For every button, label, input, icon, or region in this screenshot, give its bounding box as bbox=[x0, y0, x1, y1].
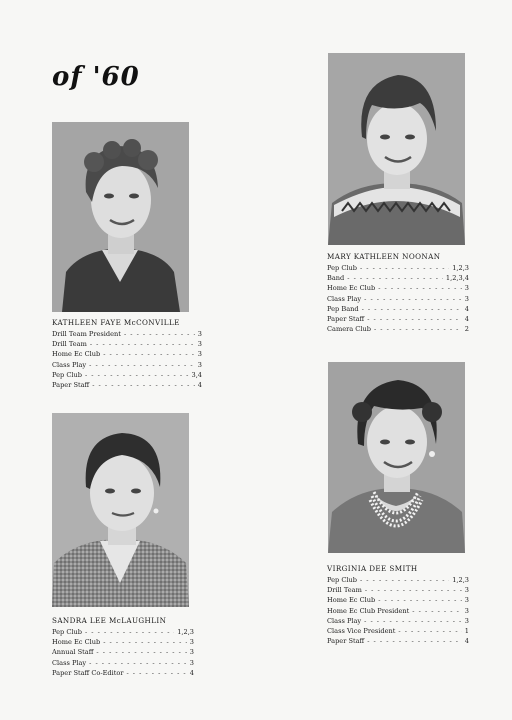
student-name: SANDRA LEE McLAUGHLIN bbox=[52, 616, 167, 625]
student-name: VIRGINIA DEE SMITH bbox=[327, 564, 418, 573]
activity-years: 4 bbox=[189, 668, 194, 677]
activity-label: Pep Club bbox=[52, 628, 82, 636]
activity-row bbox=[52, 637, 194, 647]
activity-label: Drill Team bbox=[327, 586, 362, 595]
activity-row bbox=[327, 616, 469, 626]
activity-row bbox=[52, 329, 202, 339]
activity-row bbox=[52, 658, 194, 668]
activity-label: Home Ec Club bbox=[52, 638, 101, 647]
activity-years: 3 bbox=[464, 616, 469, 625]
activity-label: Paper Staff bbox=[327, 637, 365, 646]
portrait-photo-mary-noonan bbox=[328, 53, 465, 245]
activity-years: 3 bbox=[464, 596, 469, 605]
activity-row bbox=[327, 626, 469, 636]
activity-years: 3 bbox=[197, 330, 202, 338]
activity-row bbox=[52, 349, 202, 359]
activity-row bbox=[52, 339, 202, 349]
activity-row bbox=[327, 575, 469, 585]
activity-years: 3 bbox=[197, 350, 202, 359]
activity-label: Pep Club bbox=[52, 370, 82, 379]
activity-label: Class Vice President bbox=[327, 627, 396, 636]
activity-label: Pep Band bbox=[327, 304, 359, 313]
activity-label: Paper Staff bbox=[52, 381, 90, 390]
portrait-photo-virginia-smith bbox=[328, 362, 465, 553]
activity-row bbox=[327, 585, 469, 595]
activity-years: 1,2,3 bbox=[177, 628, 194, 636]
activity-label: Band bbox=[327, 274, 345, 283]
activity-years: 2 bbox=[464, 325, 469, 334]
activity-years: 1,2,3 bbox=[452, 576, 469, 584]
activity-row bbox=[52, 360, 202, 370]
activity-label: Pep Club bbox=[327, 264, 357, 272]
activity-label: Class Play bbox=[327, 294, 362, 303]
student-entry-kathleen-mcconville bbox=[52, 318, 202, 390]
activity-label: Annual Staff bbox=[52, 648, 94, 657]
activity-row bbox=[52, 370, 202, 380]
activity-years: 1 bbox=[464, 627, 469, 636]
activity-label: Paper Staff Co-Editor bbox=[52, 668, 124, 677]
activity-row bbox=[327, 283, 469, 293]
activity-label: Home Ec Club President bbox=[327, 606, 410, 615]
activity-row bbox=[327, 636, 469, 646]
activity-row bbox=[327, 595, 469, 605]
activity-label: Pep Club bbox=[327, 576, 357, 584]
activity-label: Home Ec Club bbox=[327, 284, 376, 293]
activity-years: 4 bbox=[197, 381, 202, 390]
activity-row bbox=[327, 314, 469, 324]
activity-row bbox=[327, 304, 469, 314]
activity-label: Class Play bbox=[52, 658, 87, 667]
activity-label: Camera Club bbox=[327, 325, 371, 334]
portrait-photo-sandra-mclaughlin bbox=[52, 413, 189, 607]
activity-years: 3 bbox=[464, 294, 469, 303]
activity-row bbox=[52, 627, 194, 637]
activity-years: 3 bbox=[464, 606, 469, 615]
activity-row bbox=[52, 647, 194, 657]
activity-years: 3 bbox=[464, 284, 469, 293]
activity-row bbox=[327, 263, 469, 273]
page-heading: of '60 bbox=[52, 62, 140, 92]
activity-years: 3 bbox=[464, 586, 469, 595]
student-entry-sandra-mclaughlin bbox=[52, 616, 194, 678]
portrait-photo-kathleen-mcconville bbox=[52, 122, 189, 312]
activity-row bbox=[327, 294, 469, 304]
activity-years: 3 bbox=[189, 648, 194, 657]
activity-years: 3 bbox=[197, 360, 202, 369]
activity-label: Class Play bbox=[52, 360, 87, 369]
activity-years: 3 bbox=[189, 638, 194, 647]
activity-label: Paper Staff bbox=[327, 315, 365, 324]
student-entry-virginia-smith bbox=[327, 564, 469, 646]
activity-row bbox=[52, 380, 202, 390]
student-entry-mary-noonan bbox=[327, 252, 469, 334]
activity-years: 3 bbox=[189, 658, 194, 667]
activity-label: Class Play bbox=[327, 616, 362, 625]
activity-years: 4 bbox=[464, 637, 469, 646]
activity-row bbox=[327, 273, 469, 283]
activity-row bbox=[327, 606, 469, 616]
student-name: MARY KATHLEEN NOONAN bbox=[327, 252, 441, 261]
activity-years: 3 bbox=[197, 340, 202, 349]
activity-label: Drill Team President bbox=[52, 330, 121, 338]
activity-label: Home Ec Club bbox=[52, 350, 101, 359]
activity-row bbox=[327, 324, 469, 334]
activity-label: Home Ec Club bbox=[327, 596, 376, 605]
activity-years: 4 bbox=[464, 315, 469, 324]
activity-row bbox=[52, 668, 194, 678]
activity-years: 1,2,3,4 bbox=[445, 274, 469, 283]
activity-years: 4 bbox=[464, 304, 469, 313]
activity-years: 3,4 bbox=[191, 370, 202, 379]
student-name: KATHLEEN FAYE McCONVILLE bbox=[52, 318, 180, 327]
activity-label: Drill Team bbox=[52, 340, 87, 349]
activity-years: 1,2,3 bbox=[452, 264, 469, 272]
